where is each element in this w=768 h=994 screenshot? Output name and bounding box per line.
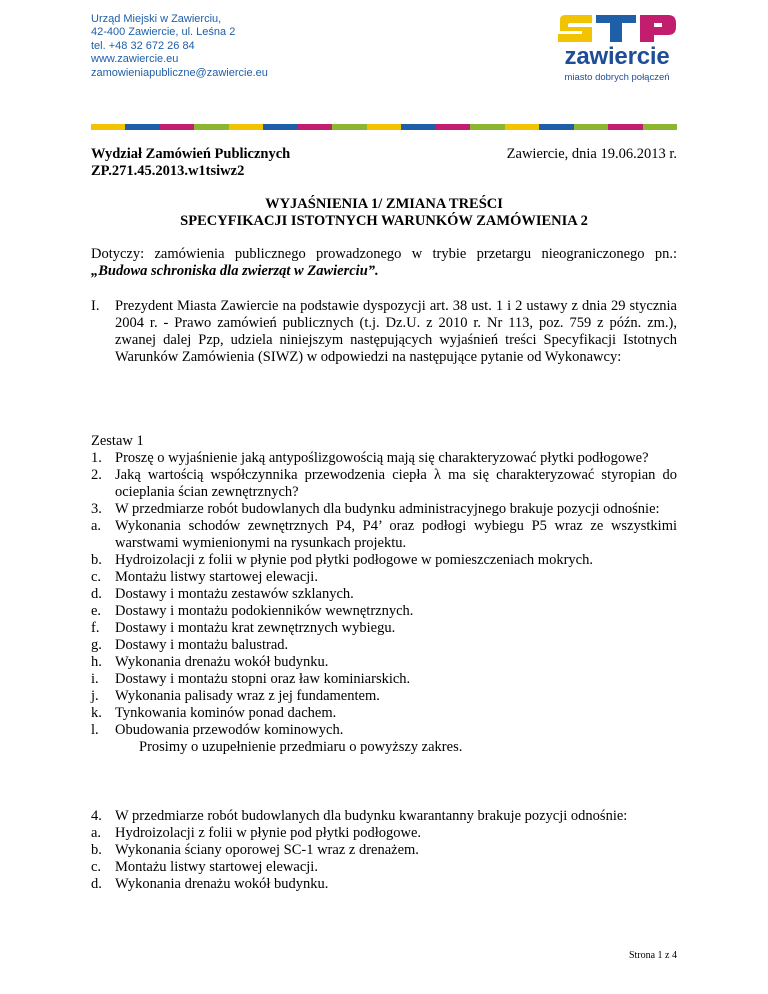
stripe-segment	[367, 124, 401, 130]
list-text: Wykonania drenażu wokół budynku.	[115, 654, 329, 670]
section-1-number: I.	[91, 298, 100, 314]
list-marker: f.	[91, 620, 100, 636]
list-item	[91, 671, 677, 688]
stripe-segment	[91, 124, 125, 130]
stripe-segment	[539, 124, 573, 130]
title-line-2: SPECYFIKACJI ISTOTNYCH WARUNKÓW ZAMÓWIENIA 2	[180, 213, 588, 229]
stripe-segment	[470, 124, 504, 130]
list-text: Dostawy i montażu zestawów szklanych.	[115, 586, 354, 602]
subject-name: „Budowa schroniska dla zwierząt w Zawierciu”.	[91, 263, 379, 279]
sender-block	[91, 146, 290, 180]
list-marker: 4.	[91, 808, 102, 824]
list-text: Wykonania drenażu wokół budynku.	[115, 876, 329, 892]
list-item	[91, 842, 677, 859]
stripe-segment	[263, 124, 297, 130]
list-text: Jaką wartością współczynnika przewodzenia ciepła λ ma się charakteryzować styropian do ocieplania ścian zewnętrznych?	[115, 467, 677, 500]
list-marker: e.	[91, 603, 102, 619]
list-text: W przedmiarze robót budowlanych dla budynku administracyjnego brakuje pozycji odnośnie:	[115, 501, 660, 517]
reference-number: ZP.271.45.2013.w1tsiwz2	[91, 163, 245, 179]
logo-wordmark: zawiercie	[564, 43, 670, 70]
stripe-segment	[229, 124, 263, 130]
question-set-heading: Zestaw 1	[91, 433, 144, 449]
city-logo	[556, 14, 678, 86]
office-address: 42-400 Zawiercie, ul. Leśna 2	[91, 26, 236, 39]
list-item	[91, 654, 677, 671]
list-text: Dostawy i montażu krat zewnętrznych wybiegu.	[115, 620, 396, 636]
list-item	[91, 450, 677, 467]
logo-shapes-icon	[556, 14, 678, 44]
list-item	[91, 859, 677, 876]
page-number: Strona 1 z 4	[628, 950, 677, 961]
request-note: Prosimy o uzupełnienie przedmiaru o powyższy zakres.	[139, 739, 463, 755]
section-1	[91, 298, 677, 366]
list-marker: d.	[91, 876, 102, 892]
list-item	[91, 552, 677, 569]
list-marker: b.	[91, 552, 102, 568]
stripe-segment	[125, 124, 159, 130]
question-set-1-continued	[91, 808, 677, 893]
list-item	[91, 688, 677, 705]
document-title	[91, 196, 677, 230]
stripe-segment	[332, 124, 366, 130]
office-email: zamowieniapubliczne@zawiercie.eu	[91, 66, 268, 79]
list-marker: a.	[91, 518, 102, 534]
list-text: Montażu listwy startowej elewacji.	[115, 569, 318, 585]
title-line-1: WYJAŚNIENIA 1/ ZMIANA TREŚCI	[265, 196, 503, 212]
list-text: Wykonania schodów zewnętrznych P4, P4’ oraz podłogi wybiegu P5 wraz ze wszystkimi warstwami wymienionymi na rysunkach projektu.	[115, 518, 677, 551]
list-marker: l.	[91, 722, 99, 738]
list-text: Dostawy i montażu podokienników wewnętrznych.	[115, 603, 414, 619]
list-item	[91, 501, 677, 518]
department-name: Wydział Zamówień Publicznych	[91, 146, 291, 162]
stripe-segment	[608, 124, 642, 130]
stripe-segment	[194, 124, 228, 130]
office-phone: tel. +48 32 672 26 84	[91, 39, 195, 52]
list-text: Tynkowania kominów ponad dachem.	[115, 705, 337, 721]
office-contact	[91, 13, 268, 80]
list-text: Montażu listwy startowej elewacji.	[115, 859, 318, 875]
list-item	[91, 825, 677, 842]
list-marker: h.	[91, 654, 102, 670]
list-item	[91, 637, 677, 654]
list-item	[91, 603, 677, 620]
list-item	[91, 569, 677, 586]
office-name: Urząd Miejski w Zawierciu,	[91, 13, 222, 25]
list-text: Dostawy i montażu stopni oraz ław kominiarskich.	[115, 671, 411, 687]
list-text: Hydroizolacji z folii w płynie pod płytki podłogowe.	[115, 825, 422, 841]
list-text: Proszę o wyjaśnienie jaką antypoślizgowością mają się charakteryzować płytki podłogowe?	[115, 450, 649, 466]
document-date: Zawiercie, dnia 19.06.2013 r.	[506, 146, 677, 162]
list-item	[91, 808, 677, 825]
list-item	[91, 876, 677, 893]
stripe-segment	[436, 124, 470, 130]
list-text: W przedmiarze robót budowlanych dla budynku kwarantanny brakuje pozycji odnośnie:	[115, 808, 628, 824]
stripe-segment	[574, 124, 608, 130]
list-text: Obudowania przewodów kominowych.	[115, 722, 344, 738]
logo-tagline: miasto dobrych połączeń	[564, 72, 670, 83]
subject-block	[91, 246, 677, 280]
list-item	[91, 722, 677, 739]
list-text: Wykonania palisady wraz z jej fundamentem.	[115, 688, 380, 704]
list-marker: d.	[91, 586, 102, 602]
section-1-text: Prezydent Miasta Zawiercie na podstawie dyspozycji art. 38 ust. 1 i 2 ustawy z dnia 29 stycznia 2004 r. - Prawo zamówień publicznych (t.j. Dz.U. z 2010 r. Nr 113, poz. 759 z późn. zm.), zwanej dalej Pzp, udziela niniejszym następujących wyjaśnień treści Specyfikacji Istotnych Warunków Zamówienia (SIWZ) w odpowiedzi na następujące pytanie od Wykonawcy:	[115, 298, 677, 365]
list-text: Hydroizolacji z folii w płynie pod płytki podłogowe w pomieszczeniach mokrych.	[115, 552, 593, 568]
stripe-segment	[160, 124, 194, 130]
list-text: Wykonania ściany oporowej SC-1 wraz z drenażem.	[115, 842, 419, 858]
list-marker: 3.	[91, 501, 102, 517]
list-item	[91, 705, 677, 722]
list-marker: 2.	[91, 467, 102, 483]
question-set-1	[91, 433, 677, 756]
list-marker: i.	[91, 671, 99, 687]
list-marker: 1.	[91, 450, 102, 466]
list-item	[91, 518, 677, 552]
header-color-stripe	[91, 124, 677, 130]
list-marker: a.	[91, 825, 102, 841]
list-marker: k.	[91, 705, 102, 721]
list-text: Dostawy i montażu balustrad.	[115, 637, 289, 653]
stripe-segment	[643, 124, 677, 130]
list-item	[91, 586, 677, 603]
list-marker: c.	[91, 859, 102, 875]
stripe-segment	[298, 124, 332, 130]
list-marker: b.	[91, 842, 102, 858]
list-marker: g.	[91, 637, 102, 653]
subject-intro: Dotyczy: zamówienia publicznego prowadzonego w trybie przetargu nieograniczonego pn.:	[91, 246, 677, 262]
office-website: www.zawiercie.eu	[91, 53, 179, 66]
list-item	[91, 620, 677, 637]
stripe-segment	[401, 124, 435, 130]
list-item	[91, 467, 677, 501]
stripe-segment	[505, 124, 539, 130]
list-marker: j.	[91, 688, 99, 704]
list-marker: c.	[91, 569, 102, 585]
